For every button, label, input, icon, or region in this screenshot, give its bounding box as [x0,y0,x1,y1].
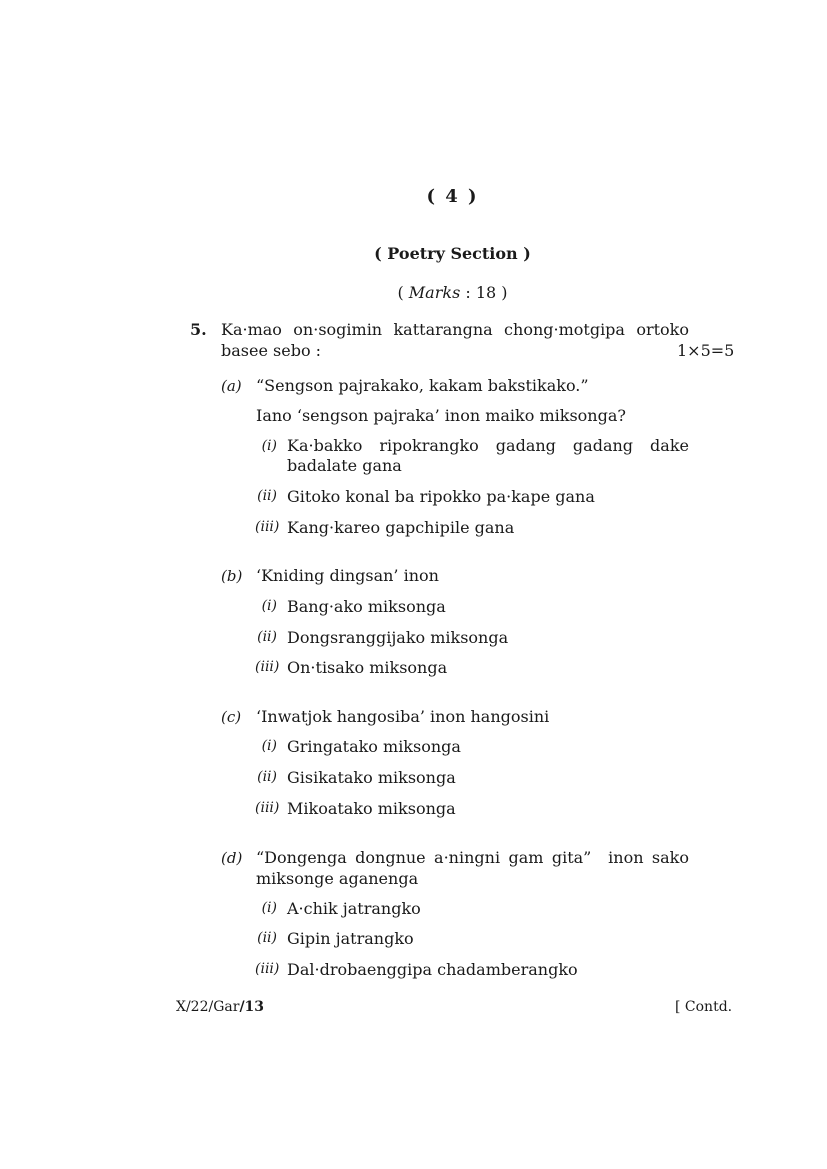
option-a-ii: Gitoko konal ba ripokko pa·kape gana [287,487,595,506]
marks-open: ( [397,283,409,302]
option-c-ii: Gisikatako miksonga [287,768,456,787]
option-label-a-iii: (iii) [255,519,280,535]
option-label-d-iii: (iii) [255,961,280,977]
option-label-c-ii: (ii) [257,769,277,785]
option-label-c-i: (i) [261,738,277,754]
part-label-d: (d) [221,849,243,867]
question-line-1: Ka·mao on·sogimin kattarangna chong·motgipa ortoko [221,320,689,339]
option-b-iii: On·tisako miksonga [287,658,448,677]
part-a-stem-2: Iano ‘sengson pajraka’ inon maiko miksonga? [256,406,626,425]
option-a-i-line-1: Ka·bakko ripokrangko gadang gadang dake [287,436,689,455]
page-number: ( 4 ) [426,186,479,207]
option-c-i: Gringatako miksonga [287,737,461,756]
part-label-b: (b) [221,567,243,585]
option-d-ii: Gipin jatrangko [287,929,414,948]
option-a-i-line-2: badalate gana [287,456,402,475]
option-label-a-i: (i) [261,438,277,454]
option-label-b-ii: (ii) [257,629,277,645]
section-marks [0,283,827,302]
option-label-c-iii: (iii) [255,800,280,816]
option-label-b-i: (i) [261,598,277,614]
part-a-stem-1: “Sengson pajrakako, kakam bakstikako.” [256,376,589,395]
paper-code [176,999,264,1015]
question-number: 5. [190,320,207,339]
part-c-stem-1: ‘Inwatjok hangosiba’ inon hangosini [256,707,550,726]
part-d-stem-1: “Dongenga dongnue a·ningni gam gita” inon sako [256,848,689,867]
continued-marker: [ Contd. [675,999,733,1015]
marks-label: Marks [408,283,461,302]
marks-close: ) [496,283,508,302]
section-title: ( Poetry Section ) [374,244,531,263]
option-label-d-i: (i) [261,900,277,916]
option-a-iii: Kang·kareo gapchipile gana [287,518,515,537]
part-label-c: (c) [221,708,242,726]
option-c-iii: Mikoatako miksonga [287,799,456,818]
option-label-b-iii: (iii) [255,659,280,675]
option-b-ii: Dongsranggijako miksonga [287,628,509,647]
option-b-i: Bang·ako miksonga [287,597,446,616]
marks-value: 18 [475,283,497,302]
question-line-2: basee sebo : [221,341,322,360]
option-label-d-ii: (ii) [257,930,277,946]
part-b-stem-1: ‘Kniding dingsan’ inon [256,566,439,585]
paper-code-prefix: X/22/Gar [176,999,240,1015]
question-marks: 1×5=5 [677,341,735,360]
marks-sep: : [460,283,476,302]
paper-code-suffix: /13 [239,999,265,1015]
part-label-a: (a) [221,377,242,395]
option-d-i: A·chik jatrangko [287,899,421,918]
option-d-iii: Dal·drobaenggipa chadamberangko [287,960,578,979]
option-label-a-ii: (ii) [257,488,277,504]
part-d-stem-2: miksonge aganenga [256,869,419,888]
